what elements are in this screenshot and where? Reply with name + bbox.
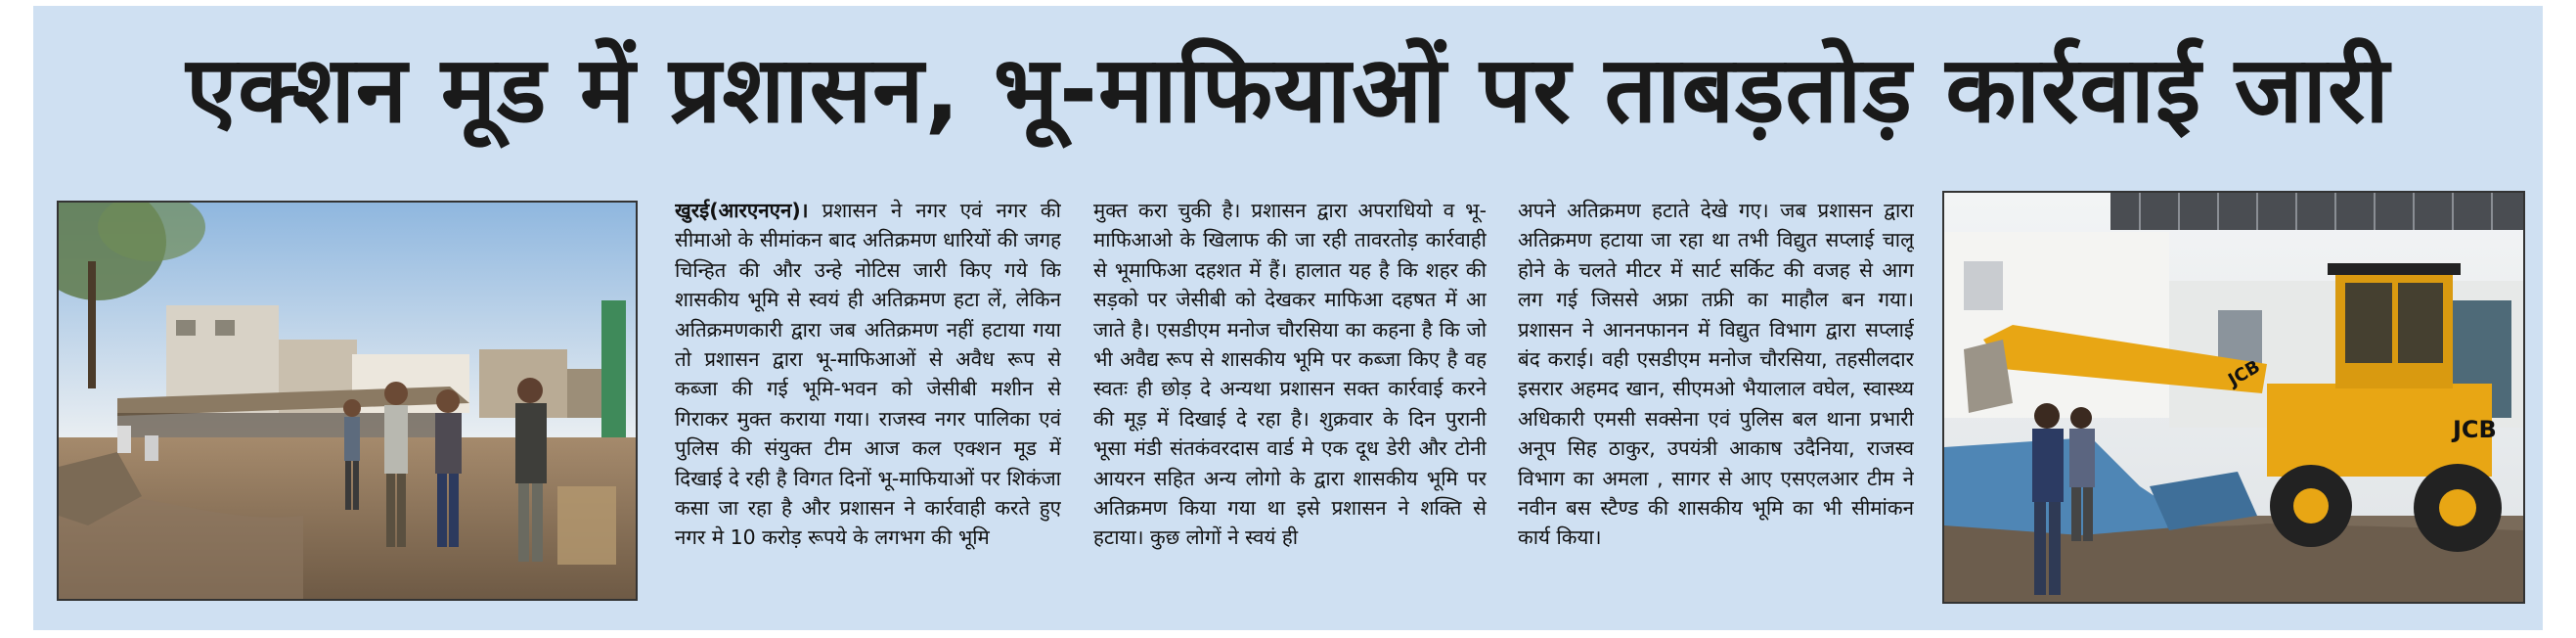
- headline: एक्शन मूड में प्रशासन, भू-माफियाओं पर ताबड़तोड़ कार्रवाई जारी: [186, 37, 2390, 144]
- jcb-logo-arm: JCB: [2225, 356, 2264, 391]
- article-column-2: [1093, 196, 1487, 607]
- article-column-3: [1518, 196, 1914, 607]
- column-3-text: अपने अतिक्रमण हटाते देखे गए। जब प्रशासन द्वारा अतिक्रमण हटाया जा रहा था तभी विद्युत सप्लाई चालू होने के चलते मीटर में सार्ट सर्किट की वजह से आग लग गई जिससे अफ्रा तफ्री का माहौल बन गया। प्रशासन ने आननफानन में विद्युत विभाग द्वारा सप्लाई बंद कराई। वही एसडीएम मनोज चौरसिया, तहसीलदार इसरार अहमद खान, सीएमओ भैयालाल वघेल, स्वास्थ्य अधिकारी एमसी सक्सेना एवं पुलिस बल थाना प्रभारी अनूप सिह ठाकुर, उपयंत्री आकाष उदैनिया, राजस्व विभाग का अमला , सागर से आए एसएलआर टीम ने नवीन बस स्टैण्ड की शासकीय भूमि का भी सीमांकन कार्य किया।: [1518, 199, 1914, 550]
- officials-at-encroachment-site-photo: [57, 201, 638, 601]
- column-2-text: मुक्त करा चुकी है। प्रशासन द्वारा अपराधियो व भू-माफिआओ के खिलाफ की जा रही तावरतोड़ कार्रवाही से भूमाफिआ दहशत में हैं। हालात यह है कि शहर की सड़को पर जेसीबी को देखकर माफिआ दहषत में आ जाते है। एसडीएम मनोज चौरसिया का कहना है कि जो भी अवैद्य रूप से शासकीय भूमि पर कब्जा किए है वह स्वतः ही छोड़ दे अन्यथा प्रशासन सक्त कार्रवाई करने की मूड़ में दिखाई दे रहा है। शुक्रवार के दिन पुरानी भूसा मंडी संतकंवरदास वार्ड मे एक दूध डेरी और टोनी आयरन सहित अन्य लोगो के द्वारा शासकीय भूमि पर अतिक्रमण किया गया था इसे प्रशासन ने शक्ति से हटाया। कुछ लोगों ने स्वयं ही: [1093, 199, 1487, 550]
- jcb-logo: JCB: [2453, 416, 2497, 443]
- dateline: खुरई(आरएनएन)।: [675, 199, 809, 222]
- article-column-1: [675, 196, 1061, 607]
- jcb-demolition-photo: [1942, 191, 2525, 604]
- column-1-text: प्रशासन ने नगर एवं नगर की सीमाओ के सीमांकन बाद अतिक्रमण धारियों की जगह चिन्हित की और उन्हे नोटिस जारी किए गये कि शासकीय भूमि से स्वयं ही अतिक्रमण हटा लें, लेकिन अतिक्रमणकारी द्वारा जब अतिक्रमण नहीं हटाया गया तो प्रशासन द्वारा भू-माफिआओं से अवैध रूप से कब्जा की गई भूमि-भवन को जेसीबी मशीन से गिराकर मुक्त कराया गया। राजस्व नगर पालिका एवं पुलिस की संयुक्त टीम आज कल एक्शन मूड में दिखाई दे रही है विगत दिनों भू-माफियाओं पर शिकंजा कसा जा रहा है और प्रशासन ने कार्रवाही करते हुए नगर मे 10 करोड़ रूपये के लगभग की भूमि: [675, 199, 1061, 550]
